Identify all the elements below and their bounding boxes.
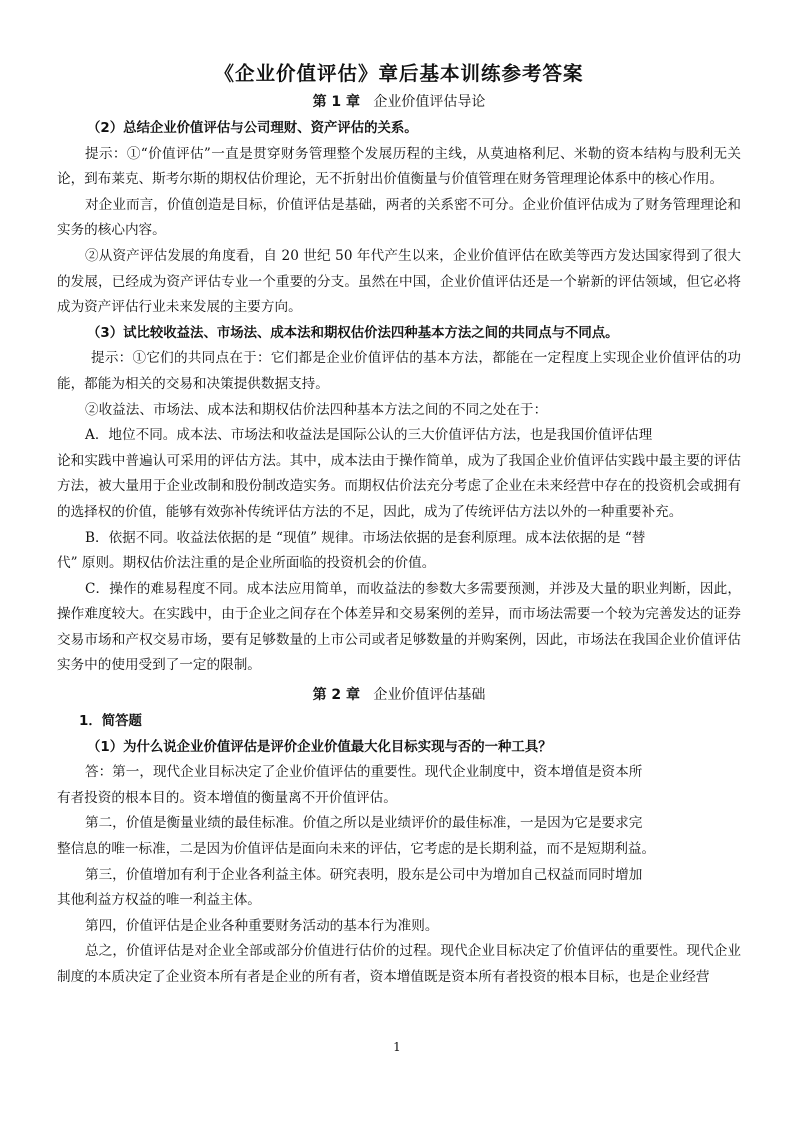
answer-1-line1: 答：第一，现代企业目标决定了企业价值评估的重要性。现代企业制度中，资本增值是资本所 <box>85 764 643 781</box>
page-number: 1 <box>393 1040 401 1054</box>
chapter-2-heading <box>57 683 741 707</box>
answer-2-line1: 第二，价值是衡量业绩的最佳标准。价值之所以是业绩评价的最佳标准，一是因为它是要求完 <box>85 815 643 832</box>
question-2-1: （1）为什么说企业价值评估是评价企业价值最大化目标实现与否的一种工具？ <box>87 739 552 755</box>
document-page <box>57 58 741 991</box>
answer-2-line2: 整信息的唯一标准，二是因为价值评估是面向未来的评估，它考虑的是长期利益，而不是短期利益。 <box>57 841 656 858</box>
chapter-1-heading <box>57 90 741 114</box>
paragraph-5: ②收益法、市场法、成本法和期权估价法四种基本方法之间的不同之处在于： <box>85 401 548 418</box>
paragraph-4: 提示：①它们的共同点在于：它们都是企业价值评估的基本方法，都能在一定程度上实现企业价值评估的功能，都能为相关的交易和决策提供数据支持。 <box>57 350 741 392</box>
paragraph-3: ②从资产评估发展的角度看，自 20 世纪 50 年代产生以来，企业价值评估在欧美等西方发达国家得到了很大的发展，已经成为资产评估专业一个重要的分支。虽然在中国，企业价值评估还是一个崭新的评估领域，但它必将成为资产评估行业未来发展的主要方向。 <box>57 247 741 316</box>
paragraph-2: 对企业而言，价值创造是目标，价值评估是基础，两者的关系密不可分。企业价值评估成为了财务管理理论和实务的核心内容。 <box>57 196 741 239</box>
chapter-1-name: 企业价值评估导论 <box>373 94 486 110</box>
section-short-answer: 1．简答题 <box>79 714 142 730</box>
document-title: 《企业价值评估》章后基本训练参考答案 <box>214 62 584 85</box>
answer-1-line2: 有者投资的根本目的。资本增值的衡量离不开价值评估。 <box>57 789 397 806</box>
paragraph-1: 提示：①“价值评估”一直是贯穿财务管理整个发展历程的主线，从莫迪格利尼、米勒的资本结构与股利无关论，到布莱克、斯考尔斯的期权估价理论，无不折射出价值衡量与价值管理在财务管理理论体系中的核心作用。 <box>57 145 741 188</box>
answer-4: 第四，价值评估是企业各种重要财务活动的基本行为准则。 <box>85 917 439 934</box>
chapter-1-number: 第 1 章 <box>312 94 361 110</box>
chapter-2-number: 第 2 章 <box>312 687 361 704</box>
paragraph-b-rest: 代” 原则。期权估价法注重的是企业所面临的投资机会的价值。 <box>57 555 436 572</box>
paragraph-b-line1: B．依据不同。收益法依据的是 “现值” 规律。市场法依据的是套利原理。成本法依据的是 “替 <box>85 529 646 546</box>
answer-3-line1: 第三，价值增加有利于企业各利益主体。研究表明，股东是公司中为增加自己权益而同时增加 <box>85 866 643 883</box>
question-1-3: （3）试比较收益法、市场法、成本法和期权估价法四种基本方法之间的共同点与不同点。 <box>87 325 619 341</box>
chapter-2-name: 企业价值评估基础 <box>373 687 486 704</box>
answer-3-line2: 其他利益方权益的唯一利益主体。 <box>57 892 261 909</box>
paragraph-a-rest: 论和实践中普遍认可采用的评估方法。其中，成本法由于操作简单，成为了我国企业价值评估实践中最主要的评估方法，被大量用于企业改制和股份制改造实务。而期权估价法充分考虑了企业在未来经营中存在的投资机会或拥有的选择权的价值，能够有效弥补传统评估方法的不足，因此，成为了传统评估方法以外的一种重要补充。 <box>57 452 741 520</box>
paragraph-a-line1: A．地位不同。成本法、市场法和收益法是国际公认的三大价值评估方法，也是我国价值评估理 <box>85 427 653 444</box>
answer-5: 总之，价值评估是对企业全部或部分价值进行估价的过程。现代企业目标决定了价值评估的重要性。现代企业制度的本质决定了企业资本所有者是企业的所有者，资本增值既是资本所有者投资的根本目标，也是企业经营 <box>57 943 741 985</box>
paragraph-c: C．操作的难易程度不同。成本法应用简单，而收益法的参数大多需要预测，并涉及大量的职业判断，因此，操作难度较大。在实践中，由于企业之间存在个体差异和交易案例的差异，而市场法需要一个较为完善发达的证券交易市场和产权交易市场，要有足够数量的上市公司或者足够数量的并购案例，因此，市场法在我国企业价值评估实务中的使用受到了一定的限制。 <box>57 580 741 674</box>
question-1-2: （2）总结企业价值评估与公司理财、资产评估的关系。 <box>87 121 418 136</box>
